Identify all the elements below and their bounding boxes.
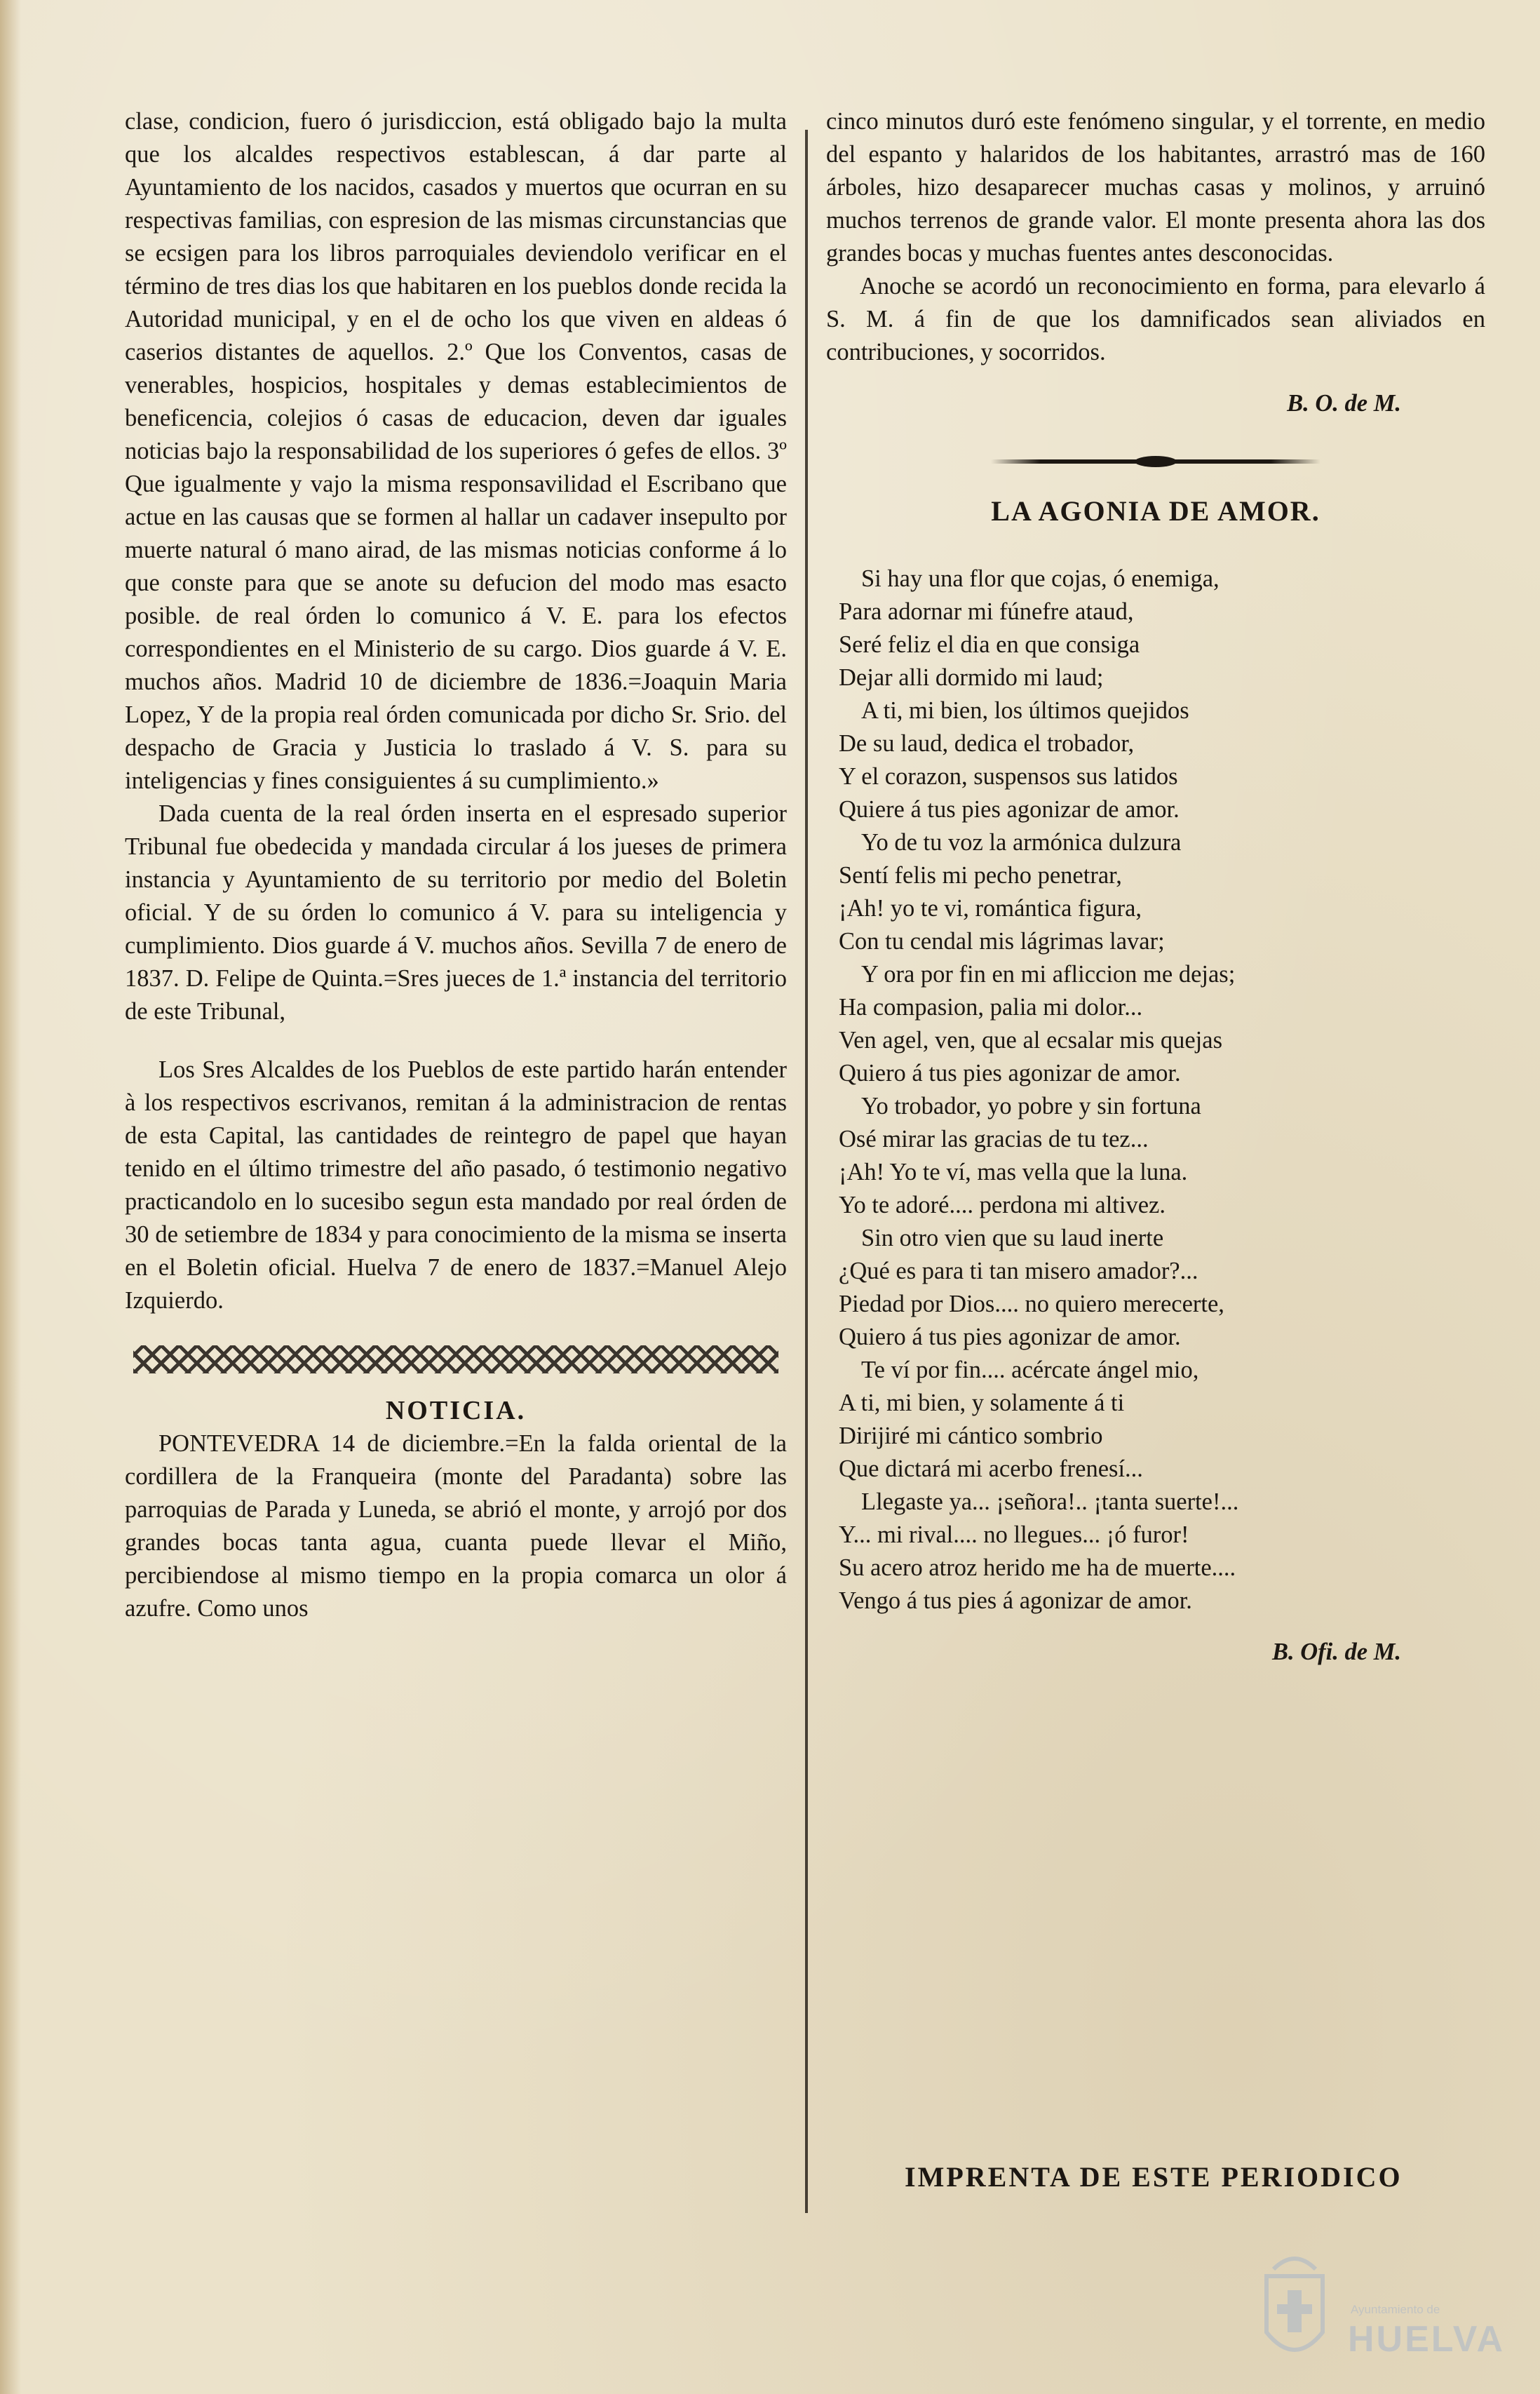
noticia-paragraph: PONTEVEDRA 14 de diciembre.=En la falda oriental de la cordillera de la Franqueira (monte del Paradanta) sobre las parroquias de Parada y Luneda, se abrió el monte, y arrojó por dos grandes bocas tanta agua, cuanta puede llevar el Miño, percibiendose al mismo tiempo en la propia comarca un olor á azufre. Como unos (125, 1430, 787, 1622)
watermark-small-text: Ayuntamiento de (1351, 2303, 1440, 2316)
poem-line: Sentí felis mi pecho penetrar, (839, 862, 1122, 889)
poem-line: Llegaste ya... ¡señora!.. ¡tanta suerte!... (861, 1488, 1239, 1515)
poem-line: Te ví por fin.... acércate ángel mio, (861, 1357, 1199, 1383)
tribunal-paragraph: Dada cuenta de la real órden inserta en el espresado superior Tribunal fue obedecida y mandada circular á los jueses de primera instancia y Ayuntamiento de su territorio por medio del Boletin oficial. Y de su órden lo comunico á V. para su inteligencia y cumplimiento. Dios guarde á V. muchos años. Sevilla 7 de enero de 1837. D. Felipe de Quinta.=Sres jueces de 1.ª instancia del territorio de este Tribunal, (125, 800, 787, 1025)
signature-bofi: B. Ofi. de M. (1272, 1639, 1401, 1665)
poem-line: Su acero atroz herido me ha de muerte.... (839, 1554, 1236, 1581)
imprint-line: IMPRENTA DE ESTE PERIODICO (905, 2161, 1403, 2193)
poem-line: Quiere á tus pies agonizar de amor. (839, 796, 1180, 823)
decree-paragraph: clase, condicion, fuero ó jurisdiccion, está obligado bajo la multa que los alcaldes respectivos establescan, á dar parte al Ayuntamiento de los nacidos, casados y muertos que ocurran en su respectivas familias, con espresion de las mismas circunstancias que se ecsigen para los libros parroquiales deviendolo verificar en el término de tres dias los que habitaren en los pueblos donde recida la Autoridad municipal, y en el de ocho los que viven en aldeas ó caserios distantes de aquellos. 2.º Que los Conventos, casas de venerables, hospicios, hospitales y demas establecimientos de beneficencia, colejios ó casas de educacion, deven dar iguales noticias bajo la responsabilidad de los superiores ó gefes de ellos. 3º Que igualmente y vajo la misma responsavilidad el Escribano que actue en las causas que se formen al hallar un cadaver insepulto por muerte natural ó mano airad, de las mismas noticias conforme á lo que conste para que se anote su defucion del modo mas esacto posible. de real órden lo comunico á V. E. para los efectos correspondientes en el Ministerio de su cargo. Dios guarde á V. E. muchos años. Madrid 10 de diciembre de 1836.=Joaquin Maria Lopez, Y de la propia real órden comunicada por dicho Sr. Srio. del despacho de Gracia y Justicia lo traslado á V. S. para su inteligencias y fines consiguientes á su cumplimiento.» (125, 108, 787, 794)
poem-line: A ti, mi bien, los últimos quejidos (861, 697, 1189, 724)
poem-line: Sin otro vien que su laud inerte (861, 1225, 1164, 1251)
poem-line: Quiero á tus pies agonizar de amor. (839, 1060, 1181, 1087)
poem-line: Para adornar mi fúnefre ataud, (839, 598, 1134, 625)
poem-line: A ti, mi bien, y solamente á ti (839, 1390, 1125, 1416)
section-rule (991, 459, 1321, 464)
noticia-heading: NOTICIA. (385, 1396, 527, 1425)
poem-line: Si hay una flor que cojas, ó enemiga, (861, 565, 1220, 592)
poem-line: Y ora por fin en mi afliccion me dejas; (861, 961, 1236, 988)
poem-line: Ha compasion, palia mi dolor... (839, 994, 1143, 1021)
watermark-big-text: HUELVA (1348, 2319, 1506, 2360)
noticia-continuation: cinco minutos duró este fenómeno singular, y el torrente, en medio del espanto y halaridos de los habitantes, arrastró mas de 160 árboles, hizo desaparecer muchas casas y molinos, y arruinó muchos terrenos de grande valor. El monte presenta ahora las dos grandes bocas y muchas fuentes antes desconocidas. (826, 108, 1485, 267)
poem-line: Dejar alli dormido mi laud; (839, 664, 1104, 691)
poem-line: Vengo á tus pies á agonizar de amor. (839, 1587, 1192, 1614)
poem-line: ¿Qué es para ti tan misero amador?... (839, 1258, 1198, 1284)
poem-line: Yo te adoré.... perdona mi altivez. (839, 1192, 1166, 1218)
poem (826, 563, 1485, 1618)
poem-line: Dirijiré mi cántico sombrio (839, 1423, 1103, 1449)
huelva-watermark (1252, 2248, 1506, 2381)
poem-line: Ven agel, ven, que al ecsalar mis quejas (839, 1027, 1222, 1054)
poem-line: Y... mi rival.... no llegues... ¡ó furor! (839, 1521, 1189, 1548)
poem-line: Yo de tu voz la armónica dulzura (861, 829, 1182, 856)
poem-line: Quiero á tus pies agonizar de amor. (839, 1324, 1181, 1350)
page-edge-shadow (0, 0, 21, 2394)
poem-line: ¡Ah! yo te vi, romántica figura, (839, 895, 1142, 922)
poem-line: De su laud, dedica el trobador, (839, 730, 1135, 757)
right-column (826, 105, 1485, 1669)
poem-line: Y el corazon, suspensos sus latidos (839, 763, 1178, 790)
poem-line: ¡Ah! Yo te ví, mas vella que la luna. (839, 1159, 1188, 1185)
signature-bom: B. O. de M. (1287, 390, 1401, 417)
poem-line: Osé mirar las gracias de tu tez... (839, 1126, 1149, 1152)
poem-title: LA AGONIA DE AMOR. (991, 495, 1321, 527)
alcaldes-paragraph: Los Sres Alcaldes de los Pueblos de este partido harán entender à los respectivos escrivanos, remitan á la administracion de rentas de esta Capital, las cantidades de reintegro de papel que hayan tenido en el último trimestre del año pasado, ó testimonio negativo practicandolo en lo sucesibo segun esta mandado por real órden de 30 de setiembre de 1834 y para conocimiento de la misma se inserta en el Boletin oficial. Huelva 7 de enero de 1837.=Manuel Alejo Izquierdo. (125, 1056, 787, 1314)
crest-icon (1252, 2248, 1337, 2374)
ornament-divider (133, 1345, 778, 1373)
poem-line: Piedad por Dios.... no quiero merecerte, (839, 1291, 1224, 1317)
column-divider (805, 130, 808, 2213)
left-column (125, 105, 787, 1625)
poem-line: Yo trobador, yo pobre y sin fortuna (861, 1093, 1201, 1119)
poem-line: Que dictará mi acerbo frenesí... (839, 1455, 1143, 1482)
poem-line: Seré feliz el dia en que consiga (839, 631, 1140, 658)
reconocimiento-paragraph: Anoche se acordó un reconocimiento en forma, para elevarlo á S. M. á fin de que los damnificados sean aliviados en contribuciones, y socorridos. (826, 273, 1485, 365)
poem-line: Con tu cendal mis lágrimas lavar; (839, 928, 1165, 955)
